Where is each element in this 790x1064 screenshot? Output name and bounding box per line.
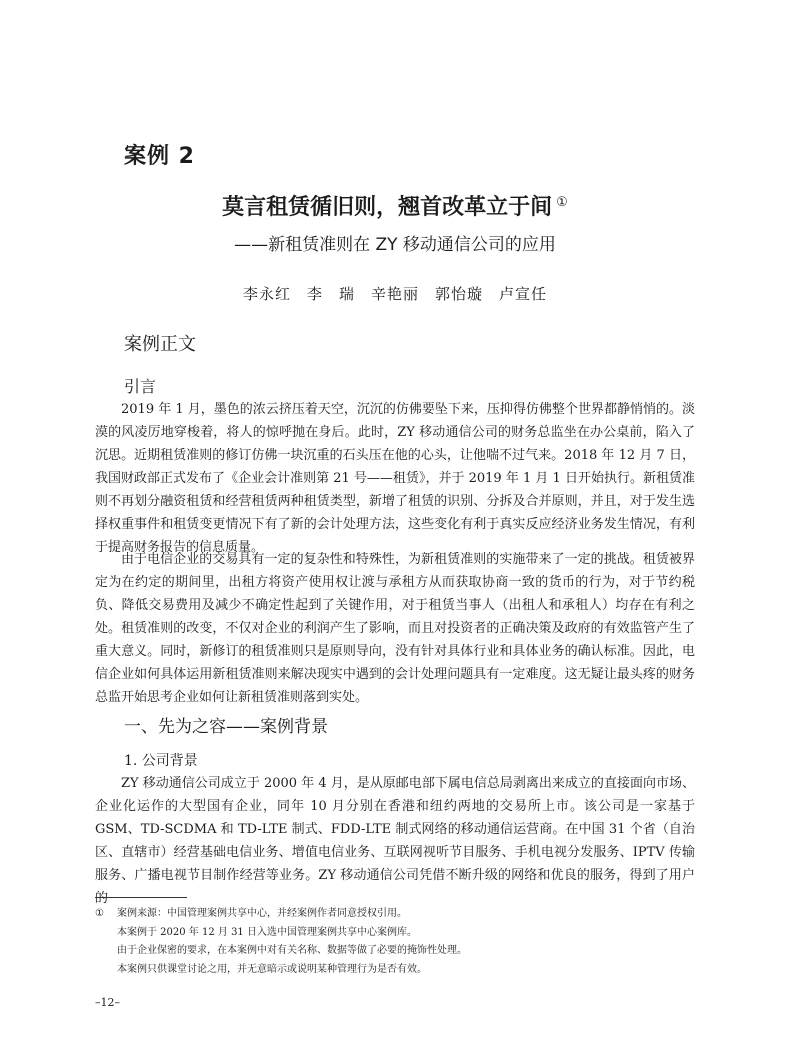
body-heading: 案例正文 <box>124 334 196 355</box>
footnote-text: 案例来源：中国管理案例共享中心，并经案例作者同意授权引用。 <box>117 908 407 919</box>
footnote-line: 本案例只供课堂讨论之用，并无意暗示或说明某种管理行为是否有效。 <box>117 963 427 975</box>
title-footnote-mark: ① <box>556 194 568 210</box>
footnote-marker: ① <box>95 908 104 919</box>
footnote-line <box>95 905 715 924</box>
intro-paragraph: 由于电信企业的交易具有一定的复杂性和特殊性，为新租赁准则的实施带来了一定的挑战。租赁被界定为在约定的期间里，出租方将资产使用权让渡与承租方从而获取协商一致的货币的行为，对于节约税负、降低交易费用及减少不确定性起到了关键作用，对于租赁当事人（出租人和承租人）均存在有利之处。租赁准则的改变，不仅对企业的利润产生了影响，而且对投资者的正确决策及政府的有效监管产生了重大意义。同时，新修订的租赁准则只是原则导向，没有针对具体行业和具体业务的确认标准。因此，电信企业如何具体运用新租赁准则来解决现实中遇到的会计处理问题具有一定难度。这无疑让最头疼的财务总监开始思考企业如何让新租赁准则落到实处。 <box>95 552 695 705</box>
footnote-line: 由于企业保密的要求，在本案例中对有关名称、数据等做了必要的掩饰性处理。 <box>117 945 467 956</box>
company-background-paragraph: ZY 移动通信公司成立于 2000 年 4 月，是从原邮电部下属电信总局剥离出来成立的直接面向市场、企业化运作的大型国有企业，同年 10 月分别在香港和纽约两地的交易所上市。该公司是一家基于 GSM、TD-SCDMA 和 TD-LTE 制式、FDD-LTE 制式网络的移动通信运营商。在中国 31 个省（自治区、直辖市）经营基础电信业务、增值电信业务、互联网视听节目服务、手机电视分发服务、IPTV 传输服务、广播电视节目制作经营等业务。ZY 移动通信公司凭借不断升级的网络和优良的服务，得到了用户的 <box>95 776 695 906</box>
subtitle: ——新租赁准则在 ZY 移动通信公司的应用 <box>234 235 556 255</box>
section-heading: 一、先为之容——案例背景 <box>124 717 328 737</box>
intro-paragraph: 2019 年 1 月，墨色的浓云挤压着天空，沉沉的仿佛要坠下来，压抑得仿佛整个世界都静悄悄的。淡漠的风凌厉地穿梭着，将人的惊呼抛在身后。此时，ZY 移动通信公司的财务总监坐在办公桌前，陷入了沉思。近期租赁准则的修订仿佛一块沉重的石头压在他的心头，让他喘不过气来。2018 年 12 月 7 日，我国财政部正式发布了《企业会计准则第 21 号——租赁》，并于 2019 年 1 月 1 日开始执行。新租赁准则不再划分融资租赁和经营租赁两种租赁类型，新增了租赁的识别、分拆及合并原则，并且，对于发生选择权重事件和租赁变更情况下有了新的会计处理方法，这些变化有利于真实反应经济业务发生情况，有利于提高财务报告的信息质量。 <box>95 402 695 555</box>
footnotes <box>95 905 715 979</box>
authors: 李永红 李 瑞 辛艳丽 郭怡璇 卢宣任 <box>242 285 547 303</box>
main-title-text: 莫言租赁循旧则，翘首改革立于间 <box>222 194 553 220</box>
footnote-line: 本案例于 2020 年 12 月 31 日入选中国管理案例共享中心案例库。 <box>117 926 417 938</box>
subsection-heading: 1. 公司背景 <box>124 753 198 769</box>
intro-heading: 引言 <box>124 377 157 396</box>
footnote-divider <box>95 897 187 898</box>
page-number: –12– <box>95 996 120 1009</box>
case-label: 案例 2 <box>124 144 195 169</box>
main-title <box>0 190 790 221</box>
